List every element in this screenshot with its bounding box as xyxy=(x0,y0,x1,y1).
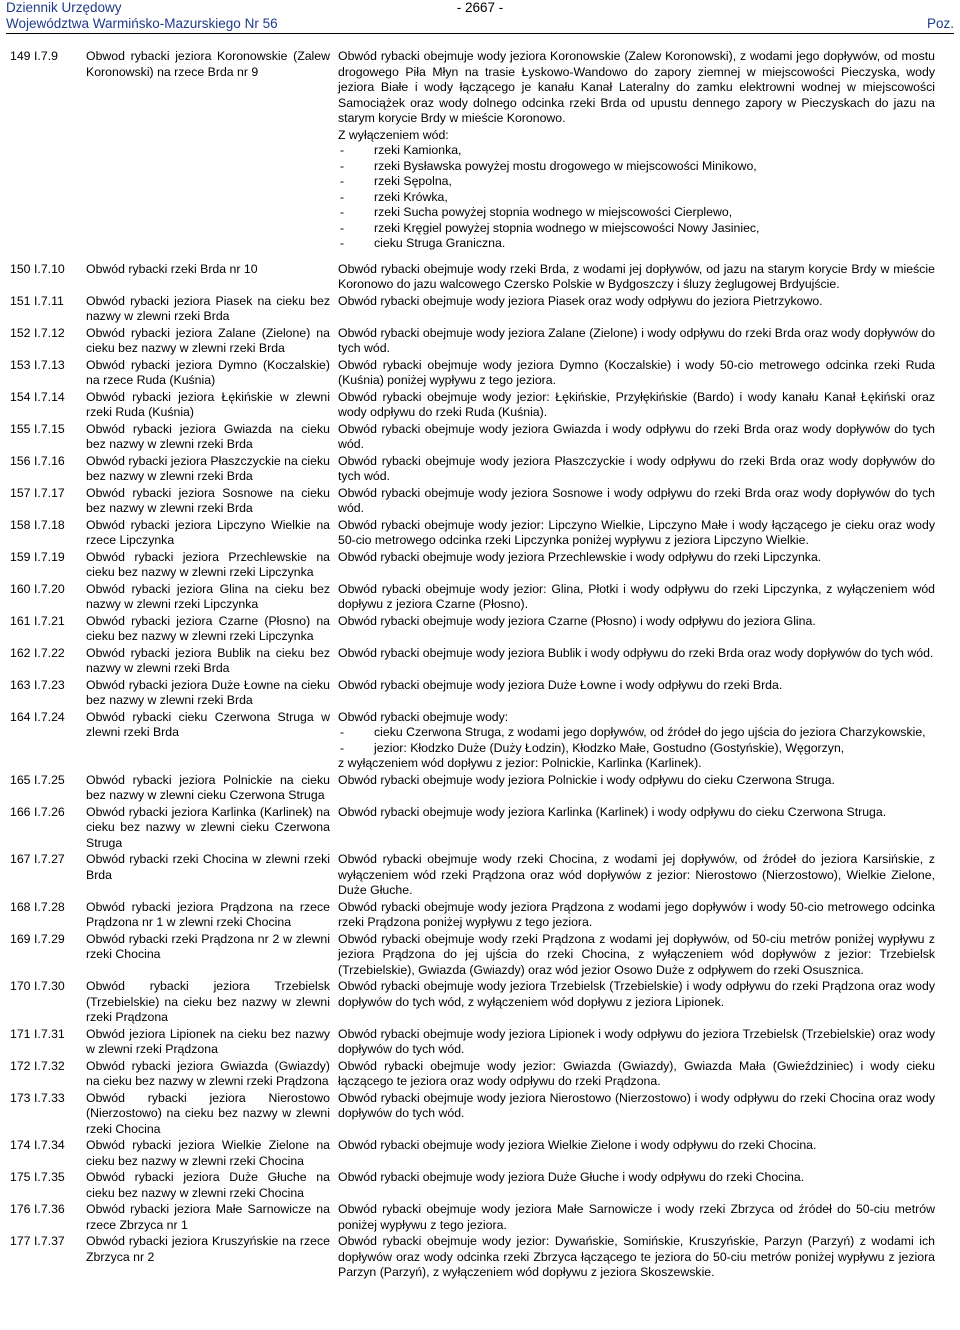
row-number: 159 xyxy=(10,549,31,564)
district-name: Obwód rybacki jeziora Dymno (Koczalskie) na rzece Ruda (Kuśnia) xyxy=(86,357,330,387)
row-number: 173 xyxy=(10,1090,31,1105)
row-number: 171 xyxy=(10,1026,31,1041)
table-row xyxy=(10,422,935,453)
district-name: Obwód rybacki cieku Czerwona Struga w zlewni rzeki Brda xyxy=(86,709,330,739)
table-row xyxy=(10,454,935,485)
row-number: 166 xyxy=(10,804,31,819)
district-description xyxy=(338,1091,935,1138)
table-row xyxy=(10,550,935,581)
description-text: Obwód rybacki obejmuje wody jeziora Sosnowe i wody odpływu do rzeki Brda oraz wody dopływów do tych wód. xyxy=(338,485,935,515)
row-code: I.7.36 xyxy=(34,1202,65,1216)
row-number: 164 xyxy=(10,709,31,724)
row-number: 163 xyxy=(10,677,31,692)
row-code: I.7.21 xyxy=(34,613,65,628)
description-text: Obwód rybacki obejmuje wody jeziora Przechlewskie i wody odpływu do rzeki Lipczynka. xyxy=(338,549,822,564)
district-description xyxy=(338,582,935,613)
description-text: Obwód rybacki obejmuje wody jeziora Gwiazda i wody odpływu do rzeki Brda oraz wody dopływów do tych wód. xyxy=(338,421,935,451)
bullet-dash: - xyxy=(340,143,345,157)
table-row xyxy=(10,518,935,549)
header-divider xyxy=(6,33,954,34)
table-row xyxy=(10,979,935,1026)
row-number: 169 xyxy=(10,931,31,946)
row-code: I.7.9 xyxy=(34,49,58,63)
row-code: I.7.28 xyxy=(34,899,65,914)
bullet-dash: - xyxy=(340,740,345,755)
row-code: I.7.29 xyxy=(34,931,65,946)
description-text: Obwód rybacki obejmuje wody: xyxy=(338,709,509,724)
table-row xyxy=(10,49,935,252)
district-description xyxy=(338,646,935,677)
description-text: Obwód rybacki obejmuje wody jeziora Prądzona z wodami jego dopływów i wody 50-cio metrowego odcinka rzeki Prądzona poniżej wypływu z tego jeziora. xyxy=(338,899,935,929)
row-code: I.7.15 xyxy=(34,421,65,436)
row-code: I.7.19 xyxy=(34,549,65,564)
district-description xyxy=(338,805,935,852)
table-row xyxy=(10,1138,935,1169)
district-description xyxy=(338,1202,935,1233)
table-row xyxy=(10,358,935,389)
district-name: Obwód rybacki jeziora Zalane (Zielone) na cieku bez nazwy w zlewni rzeki Brda xyxy=(86,325,330,355)
description-text: Obwód rybacki obejmuje wody jeziora Płaszczyckie i wody odpływu do rzeki Brda oraz wody dopływów do tych wód. xyxy=(338,453,935,483)
fishing-districts-table xyxy=(10,49,935,1282)
row-code: I.7.14 xyxy=(34,389,65,404)
exclusion-item xyxy=(338,236,935,252)
row-code: I.7.35 xyxy=(34,1170,65,1184)
description-text: Obwód rybacki obejmuje wody jeziora Małe Sarnowicze i wody rzeki Zbrzyca od źródeł do 50-ciu metrów poniżej wypływu z tego jeziora. xyxy=(338,1202,935,1232)
district-name: Obwód rybacki jeziora Glina na cieku bez nazwy w zlewni rzeki Lipczynka xyxy=(86,581,330,611)
district-description xyxy=(338,678,935,709)
description-text: Obwód rybacki obejmuje wody jeziora Lipionek i wody odpływu do jeziora Trzebielsk (Trzebielskie) oraz wody dopływów do tych wód. xyxy=(338,1026,935,1056)
row-code: I.7.17 xyxy=(34,485,65,500)
district-description xyxy=(338,614,935,645)
district-name: Obwód rybacki jeziora Duże Łowne na cieku bez nazwy w zlewni rzeki Brda xyxy=(86,677,330,707)
row-code: I.7.24 xyxy=(34,709,65,724)
district-name: Obwod rybacki jeziora Koronowskie (Zalew Koronowski) na rzece Brda nr 9 xyxy=(86,49,330,79)
district-description xyxy=(338,1059,935,1090)
row-spacer xyxy=(10,253,935,262)
row-number: 168 xyxy=(10,899,31,914)
row-number: 167 xyxy=(10,852,31,866)
row-number: 153 xyxy=(10,357,31,372)
row-number: 162 xyxy=(10,645,31,660)
row-number: 174 xyxy=(10,1138,31,1152)
district-name: Obwód rybacki jeziora Lipczyno Wielkie na rzece Lipczynka xyxy=(86,517,330,547)
district-description xyxy=(338,390,935,421)
exclusion-item xyxy=(338,159,935,175)
row-number: 156 xyxy=(10,453,31,468)
district-description xyxy=(338,773,935,804)
district-name: Obwód rybacki jeziora Piasek na cieku bez nazwy w zlewni rzeki Brda xyxy=(86,293,330,323)
row-code: I.7.11 xyxy=(34,293,64,308)
table-row xyxy=(10,932,935,979)
description-tail: z wyłączeniem wód dopływu z jezior: Polnickie, Karlinka (Karlinek). xyxy=(338,756,702,770)
district-name: Obwód rybacki jeziora Kruszyńskie na rzece Zbrzyca nr 2 xyxy=(86,1234,330,1264)
row-code: I.7.31 xyxy=(34,1026,65,1041)
table-row xyxy=(10,1059,935,1090)
description-text: Obwód rybacki obejmuje wody jeziora Dymno (Koczalskie) i wody 50-cio metrowego odcinka rzeki Ruda (Kuśnia) poniżej wypływu z tego jeziora. xyxy=(338,357,935,387)
bullet-dash: - xyxy=(340,236,345,250)
row-code: I.7.20 xyxy=(34,581,65,596)
district-name: Obwód jeziora Lipionek na cieku bez nazwy w zlewni rzeki Prądzona xyxy=(86,1026,330,1056)
district-name: Obwód rybacki jeziora Gwiazda na cieku bez nazwy w zlewni rzeki Brda xyxy=(86,421,330,451)
journal-title: Dziennik Urzędowy xyxy=(6,0,122,15)
district-name: Obwód rybacki jeziora Karlinka (Karlinek) na cieku bez nazwy w zlewni cieku Czerwona Struga xyxy=(86,804,330,850)
exclusion-item xyxy=(338,205,935,221)
description-text: Obwód rybacki obejmuje wody jezior: Łękińskie, Przyłękińskie (Bardo) i wody kanału Kanał Łękiński oraz wody odpływu do rzeki Ruda (Kuśnia). xyxy=(338,389,935,419)
table-row xyxy=(10,1170,935,1201)
district-description xyxy=(338,422,935,453)
row-number: 170 xyxy=(10,979,31,993)
description-text: Obwód rybacki obejmuje wody jeziora Trzebielsk (Trzebielskie) i wody odpływu do rzeki Prądzona oraz wody dopływów do tych wód, z wyłączeniem wód dopływu z jeziora Lipionek. xyxy=(338,979,935,1009)
district-name: Obwód rybacki jeziora Polnickie na cieku bez nazwy w zlewni cieku Czerwona Struga xyxy=(86,772,330,802)
row-number: 176 xyxy=(10,1202,31,1216)
exclusion-text: rzeki Kręgiel powyżej stopnia wodnego w miejscowości Nowy Jasiniec, xyxy=(374,220,760,235)
description-text: Obwód rybacki obejmuje wody jeziora Polnickie i wody odpływu do cieku Czerwona Struga. xyxy=(338,772,835,787)
row-number: 177 xyxy=(10,1234,31,1248)
district-description xyxy=(338,1138,935,1169)
row-code: I.7.32 xyxy=(34,1058,65,1073)
exclusion-text: rzeki Sucha powyżej stopnia wodnego w miejscowości Cierplewo, xyxy=(374,205,733,219)
exclusion-item xyxy=(338,221,935,237)
row-code: I.7.34 xyxy=(34,1138,65,1152)
table-row xyxy=(10,773,935,804)
description-text: Obwód rybacki obejmuje wody rzeki Brda, z wodami jej dopływów, od jazu na starym korycie Brdy w mieście Koronowo do jazu walcowego Czersko Polskie w Bydgoszczy i śluzy żeglugowej Brdyujście. xyxy=(338,261,935,291)
description-text: Obwód rybacki obejmuje wody jezior: Dywańskie, Somińskie, Kruszyńskie, Parzyn (Parzyń) z wodami ich dopływów oraz wody odcinka rzeki Zbrzyca łączącego te jeziora do 50-ciu metrów poniżej wypływu z jeziora Parzyn (Parzyń), z wyłączeniem wód dopływu z jeziora Skoszewskie. xyxy=(338,1234,935,1279)
district-description xyxy=(338,1027,935,1058)
row-number: 158 xyxy=(10,517,31,532)
table-row xyxy=(10,390,935,421)
description-text: Obwód rybacki obejmuje wody rzeki Chocina, z wodami jej dopływów, od źródeł do jeziora Karsińskie, z wyłączeniem wód rzeki Prądzona oraz wód dopływów z jezior: Nierostowo (Nierzostowo), Wielkie Zielone, Duże Głuche. xyxy=(338,852,935,897)
table-row xyxy=(10,1027,935,1058)
description-text: Obwód rybacki obejmuje wody jeziora Wielkie Zielone i wody odpływu do rzeki Chocina. xyxy=(338,1138,817,1152)
row-code: I.7.13 xyxy=(34,357,65,372)
row-code: I.7.27 xyxy=(34,852,65,866)
table-row xyxy=(10,262,935,293)
district-description xyxy=(338,550,935,581)
row-number: 175 xyxy=(10,1170,31,1184)
district-name: Obwód rybacki rzeki Brda nr 10 xyxy=(86,261,258,276)
description-text: Obwód rybacki obejmuje wody jezior: Gwiazda (Gwiazdy), Gwiazda Mała (Gwieździniec) i wody cieku łączącego te jeziora oraz wody odpływu do rzeki Prądzona. xyxy=(338,1058,935,1088)
district-description xyxy=(338,49,935,252)
bullet-dash: - xyxy=(340,220,345,235)
description-text: Obwód rybacki obejmuje wody jeziora Czarne (Płosno) i wody odpływu do jeziora Glina. xyxy=(338,613,816,628)
description-text: Obwód rybacki obejmuje wody jeziora Piasek oraz wody odpływu do jeziora Pietrzykowo. xyxy=(338,293,823,308)
district-description xyxy=(338,1234,935,1281)
table-row xyxy=(10,614,935,645)
district-name: Obwód rybacki jeziora Czarne (Płosno) na cieku bez nazwy w zlewni rzeki Lipczynka xyxy=(86,613,330,643)
table-row xyxy=(10,678,935,709)
district-name: Obwód rybacki jeziora Małe Sarnowicze na rzece Zbrzyca nr 1 xyxy=(86,1202,330,1232)
row-code: I.7.23 xyxy=(34,677,65,692)
district-description xyxy=(338,710,935,772)
table-row xyxy=(10,900,935,931)
row-code: I.7.10 xyxy=(34,261,65,276)
row-code: I.7.12 xyxy=(34,325,65,340)
district-name: Obwód rybacki jeziora Gwiazda (Gwiazdy) na cieku bez nazwy w zlewni rzeki Prądzona xyxy=(86,1058,330,1088)
table-row xyxy=(10,1091,935,1138)
bullet-dash: - xyxy=(340,189,345,204)
page-number: - 2667 - xyxy=(456,0,504,15)
table-row xyxy=(10,1202,935,1233)
district-description xyxy=(338,900,935,931)
description-text: Obwód rybacki obejmuje wody jezior: Lipczyno Wielkie, Lipczyno Małe i wody łączącego je cieku oraz wody 50-cio metrowego odcinka rzeki Lipczynka poniżej wypływu z jeziora Lipczyno Wielkie. xyxy=(338,517,935,547)
row-code: I.7.26 xyxy=(34,804,65,819)
table-row xyxy=(10,326,935,357)
bullet-dash: - xyxy=(340,205,345,219)
exclusion-text: cieku Struga Graniczna. xyxy=(374,236,506,250)
row-number: 160 xyxy=(10,581,31,596)
exclusion-text: rzeki Sępolna, xyxy=(374,174,452,188)
bullet-dash: - xyxy=(340,725,345,739)
table-row xyxy=(10,294,935,325)
district-description xyxy=(338,979,935,1026)
district-name: Obwód rybacki jeziora Nierostowo (Nierzostowo) na cieku bez nazwy w zlewni rzeki Chocina xyxy=(86,1090,330,1136)
row-number: 152 xyxy=(10,325,31,340)
district-description xyxy=(338,1170,935,1201)
table-row xyxy=(10,486,935,517)
exclusion-text: jezior: Kłodzko Duże (Duży Łodzin), Kłodzko Małe, Gostudno (Gostyńskie), Węgorzyn, xyxy=(374,740,845,755)
row-code: I.7.22 xyxy=(34,645,65,660)
exclusion-text: cieku Czerwona Struga, z wodami jego dopływów, od źródeł do jego ujścia do jeziora Charzykowskie, xyxy=(374,725,926,739)
district-description xyxy=(338,262,935,293)
journal-region: Województwa Warmińsko-Mazurskiego Nr 56 xyxy=(6,16,278,31)
description-text: Obwód rybacki obejmuje wody jeziora Duże Głuche i wody odpływu do rzeki Chocina. xyxy=(338,1170,805,1184)
exclusion-heading: Z wyłączeniem wód: xyxy=(338,127,449,142)
exclusion-text: rzeki Kamionka, xyxy=(374,143,462,157)
district-description xyxy=(338,454,935,485)
table-row xyxy=(10,1234,935,1281)
district-name: Obwód rybacki rzeki Prądzona nr 2 w zlewni rzeki Chocina xyxy=(86,931,330,961)
exclusion-text: rzeki Krówka, xyxy=(374,189,448,204)
exclusion-item xyxy=(338,741,935,757)
row-number: 151 xyxy=(10,293,31,308)
district-name: Obwód rybacki jeziora Płaszczyckie na cieku bez nazwy w zlewni rzeki Brda xyxy=(86,453,330,483)
exclusion-item xyxy=(338,143,935,159)
row-number: 172 xyxy=(10,1058,31,1073)
table-row xyxy=(10,852,935,899)
row-number: 154 xyxy=(10,389,31,404)
district-name: Obwód rybacki jeziora Bublik na cieku bez nazwy w zlewni rzeki Brda xyxy=(86,645,330,675)
exclusion-item xyxy=(338,174,935,190)
district-name: Obwód rybacki jeziora Wielkie Zielone na cieku bez nazwy w zlewni rzeki Chocina xyxy=(86,1138,330,1168)
district-name: Obwód rybacki jeziora Sosnowe na cieku bez nazwy w zlewni rzeki Brda xyxy=(86,485,330,515)
exclusion-text: rzeki Bysławska powyżej mostu drogowego w miejscowości Minikowo, xyxy=(374,158,757,173)
district-description xyxy=(338,932,935,979)
description-text: Obwód rybacki obejmuje wody rzeki Prądzona z wodami jej dopływów, od 50-ciu metrów poniżej wypływu z jeziora Prądzona do jej ujścia do rzeki Chocina, z wyłączeniem wód dopływów z jezior: Trzebielsk (Trzebielskie), Gwiazda (Gwiazdy) oraz wód jezior Osowo Duże z odpływem do rzeki Osusznica. xyxy=(338,931,935,977)
description-text: Obwód rybacki obejmuje wody jeziora Bublik i wody odpływu do rzeki Brda oraz wody dopływów do tych wód. xyxy=(338,645,934,660)
district-name: Obwód rybacki jeziora Trzebielsk (Trzebielskie) na cieku bez nazwy w zlewni rzeki Prądzona xyxy=(86,979,330,1024)
description-text: Obwód rybacki obejmuje wody jeziora Duże Łowne i wody odpływu do rzeki Brda. xyxy=(338,677,783,692)
description-text: Obwód rybacki obejmuje wody jeziora Zalane (Zielone) i wody odpływu do rzeki Brda oraz wody dopływów do tych wód. xyxy=(338,325,935,355)
district-name: Obwód rybacki jeziora Przechlewskie na cieku bez nazwy w zlewni rzeki Lipczynka xyxy=(86,549,330,579)
table-row xyxy=(10,805,935,852)
row-number: 150 xyxy=(10,261,31,276)
bullet-dash: - xyxy=(340,174,345,188)
row-number: 161 xyxy=(10,613,31,628)
district-name: Obwód rybacki jeziora Prądzona na rzece Prądzona nr 1 w zlewni rzeki Chocina xyxy=(86,899,330,929)
row-code: I.7.37 xyxy=(34,1234,65,1248)
row-number: 149 xyxy=(10,49,31,63)
district-description xyxy=(338,852,935,899)
description-text: Obwód rybacki obejmuje wody jeziora Koronowskie (Zalew Koronowski), z wodami jego dopływów, od mostu drogowego Piła Młyn na trasie Łyskowo-Wandowo do zapory ziemnej w miejscowości Pieczyska, wody jeziora Białe i wody łączącego je kanału Kanał Lateralny do zamku elektrowni wodnej w miejscowości Samociążek oraz wody dolnego odcinka rzeki Brda od upustu dennego zapory w Pieczyskach do jazu na starym korycie Brdy w mieście Koronowo. xyxy=(338,49,935,125)
row-code: I.7.16 xyxy=(34,453,65,468)
table-row xyxy=(10,646,935,677)
district-name: Obwód rybacki rzeki Chocina w zlewni rzeki Brda xyxy=(86,852,330,882)
description-text: Obwód rybacki obejmuje wody jeziora Karlinka (Karlinek) i wody odpływu do cieku Czerwona Struga. xyxy=(338,804,887,819)
exclusion-item xyxy=(338,725,935,741)
table-row xyxy=(10,582,935,613)
position-label: Poz. xyxy=(926,16,954,31)
district-description xyxy=(338,326,935,357)
description-text: Obwód rybacki obejmuje wody jezior: Glina, Płotki i wody odpływu do rzeki Lipczynka, z wyłączeniem wód dopływu z jeziora Czarne (Płosno). xyxy=(338,581,935,611)
row-code: I.7.33 xyxy=(34,1090,65,1105)
district-description xyxy=(338,358,935,389)
district-name: Obwód rybacki jeziora Duże Głuche na cieku bez nazwy w zlewni rzeki Chocina xyxy=(86,1170,330,1200)
row-number: 157 xyxy=(10,485,31,500)
district-description xyxy=(338,486,935,517)
district-name: Obwód rybacki jeziora Łękińskie w zlewni rzeki Ruda (Kuśnia) xyxy=(86,389,330,419)
page-header xyxy=(6,0,954,33)
row-code: I.7.18 xyxy=(34,517,65,532)
exclusion-item xyxy=(338,190,935,206)
district-description xyxy=(338,518,935,549)
district-description xyxy=(338,294,935,325)
row-number: 165 xyxy=(10,772,31,787)
row-code: I.7.30 xyxy=(34,979,65,993)
row-number: 155 xyxy=(10,421,31,436)
table-row xyxy=(10,710,935,772)
description-text: Obwód rybacki obejmuje wody jeziora Nierostowo (Nierzostowo) i wody odpływu do rzeki Chocina oraz wody dopływów do tych wód. xyxy=(338,1090,935,1120)
bullet-dash: - xyxy=(340,158,345,173)
row-code: I.7.25 xyxy=(34,772,65,787)
